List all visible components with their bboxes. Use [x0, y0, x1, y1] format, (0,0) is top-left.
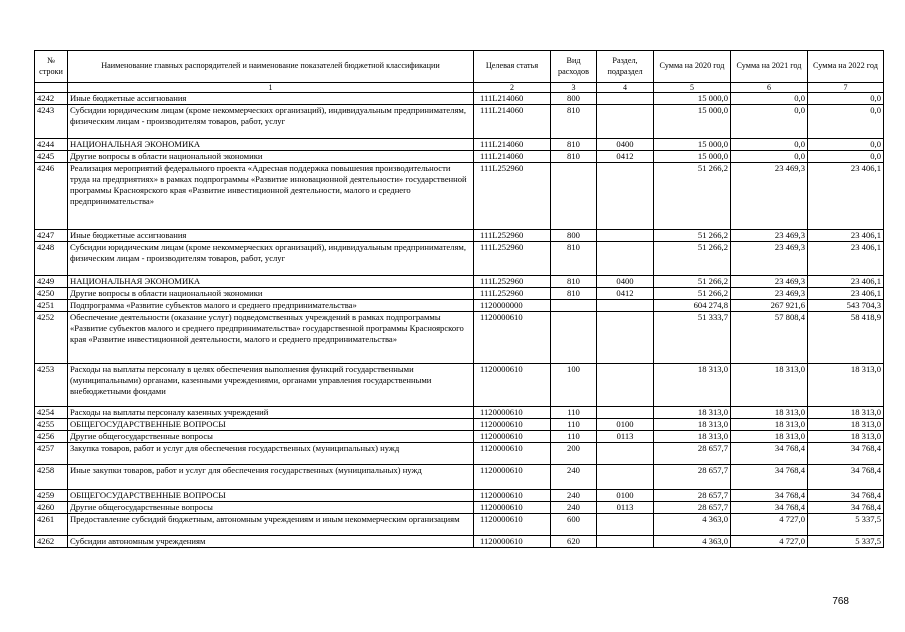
row-sum-2020: 15 000,0	[654, 151, 731, 163]
header-row-number: № строки	[35, 51, 68, 83]
row-sum-2021: 23 469,3	[731, 288, 808, 300]
column-number: 4	[597, 83, 654, 93]
row-expense-type: 240	[551, 465, 597, 490]
row-sum-2020: 28 657,7	[654, 490, 731, 502]
row-expense-type: 240	[551, 502, 597, 514]
table-row	[35, 276, 884, 288]
column-number: 5	[654, 83, 731, 93]
row-target-article: 111L252960	[474, 242, 551, 276]
header-sum-2020: Сумма на 2020 год	[654, 51, 731, 83]
column-number: 6	[731, 83, 808, 93]
row-sum-2021: 23 469,3	[731, 242, 808, 276]
table-row	[35, 151, 884, 163]
row-sum-2021: 23 469,3	[731, 276, 808, 288]
row-name: Иные бюджетные ассигнования	[68, 230, 474, 242]
row-name: Иные бюджетные ассигнования	[68, 93, 474, 105]
row-name: Субсидии юридическим лицам (кроме некоммерческих организаций), индивидуальным предпринимателям, физическим лицам - производителям товаров, работ, услуг	[68, 105, 474, 139]
page-number: 768	[832, 596, 849, 607]
row-sum-2022: 23 406,1	[808, 242, 884, 276]
row-expense-type: 620	[551, 536, 597, 548]
row-expense-type	[551, 300, 597, 312]
row-sum-2022: 34 768,4	[808, 465, 884, 490]
row-sum-2022: 23 406,1	[808, 230, 884, 242]
row-name: Другие общегосударственные вопросы	[68, 502, 474, 514]
row-name: Другие вопросы в области национальной экономики	[68, 288, 474, 300]
row-sum-2021: 0,0	[731, 139, 808, 151]
row-sum-2022: 18 313,0	[808, 407, 884, 419]
row-name: Субсидии автономным учреждениям	[68, 536, 474, 548]
row-sum-2020: 18 313,0	[654, 364, 731, 407]
row-section	[597, 514, 654, 536]
table-row	[35, 288, 884, 300]
row-section: 0113	[597, 431, 654, 443]
row-sum-2020: 18 313,0	[654, 431, 731, 443]
row-section	[597, 230, 654, 242]
row-target-article: 1120000610	[474, 312, 551, 364]
row-expense-type: 200	[551, 443, 597, 465]
row-sum-2021: 267 921,6	[731, 300, 808, 312]
row-name: НАЦИОНАЛЬНАЯ ЭКОНОМИКА	[68, 139, 474, 151]
row-section: 0400	[597, 276, 654, 288]
row-name: Другие общегосударственные вопросы	[68, 431, 474, 443]
row-target-article: 1120000610	[474, 443, 551, 465]
row-number: 4258	[35, 465, 68, 490]
row-sum-2021: 34 768,4	[731, 490, 808, 502]
row-name: Расходы на выплаты персоналу в целях обеспечения выполнения функций государственными (муниципальными) органами, казенными учреждениями, органами управления государственными внебюджетными фондами	[68, 364, 474, 407]
row-name: Предоставление субсидий бюджетным, автономным учреждениям и иным некоммерческим организациям	[68, 514, 474, 536]
row-section	[597, 242, 654, 276]
column-number: 3	[551, 83, 597, 93]
table-row	[35, 139, 884, 151]
row-sum-2022: 0,0	[808, 139, 884, 151]
row-name: Обеспечение деятельности (оказание услуг) подведомственных учреждений в рамках подпрограммы «Развитие субъектов малого и среднего предпринимательства» государственной программы Красноярского края «Развитие инвестиционной деятельности, малого и среднего предпринимательства»	[68, 312, 474, 364]
row-section: 0113	[597, 502, 654, 514]
row-name: Закупка товаров, работ и услуг для обеспечения государственных (муниципальных) нужд	[68, 443, 474, 465]
row-expense-type: 110	[551, 431, 597, 443]
row-number: 4243	[35, 105, 68, 139]
row-sum-2022: 0,0	[808, 105, 884, 139]
row-expense-type	[551, 163, 597, 230]
row-number: 4247	[35, 230, 68, 242]
row-sum-2021: 34 768,4	[731, 502, 808, 514]
table-row	[35, 419, 884, 431]
row-sum-2022: 58 418,9	[808, 312, 884, 364]
row-sum-2020: 28 657,7	[654, 443, 731, 465]
row-sum-2020: 28 657,7	[654, 465, 731, 490]
row-sum-2021: 0,0	[731, 151, 808, 163]
row-sum-2022: 543 704,3	[808, 300, 884, 312]
table-row	[35, 465, 884, 490]
column-number: 7	[808, 83, 884, 93]
row-sum-2021: 0,0	[731, 105, 808, 139]
row-sum-2021: 57 808,4	[731, 312, 808, 364]
row-target-article: 1120000000	[474, 300, 551, 312]
row-section: 0412	[597, 288, 654, 300]
row-sum-2020: 4 363,0	[654, 514, 731, 536]
row-sum-2021: 23 469,3	[731, 230, 808, 242]
column-number: 2	[474, 83, 551, 93]
row-section	[597, 536, 654, 548]
row-sum-2021: 23 469,3	[731, 163, 808, 230]
row-number: 4245	[35, 151, 68, 163]
row-sum-2020: 4 363,0	[654, 536, 731, 548]
row-number: 4252	[35, 312, 68, 364]
row-section: 0400	[597, 139, 654, 151]
row-sum-2022: 18 313,0	[808, 419, 884, 431]
row-target-article: 1120000610	[474, 431, 551, 443]
table-row	[35, 105, 884, 139]
row-target-article: 1120000610	[474, 407, 551, 419]
row-sum-2021: 34 768,4	[731, 465, 808, 490]
row-section	[597, 163, 654, 230]
row-section	[597, 465, 654, 490]
row-sum-2021: 18 313,0	[731, 419, 808, 431]
table-row	[35, 514, 884, 536]
row-name: Реализация мероприятий федерального проекта «Адресная поддержка повышения производительности труда на предприятиях» в рамках подпрограммы «Развитие инновационной деятельности» государственной программы Красноярского края «Развитие инвестиционной деятельности, малого и среднего предпринимательства»	[68, 163, 474, 230]
column-number	[35, 83, 68, 93]
row-sum-2020: 51 266,2	[654, 288, 731, 300]
row-section	[597, 443, 654, 465]
row-sum-2021: 18 313,0	[731, 407, 808, 419]
table-body	[35, 93, 884, 548]
row-sum-2020: 18 313,0	[654, 419, 731, 431]
row-expense-type: 110	[551, 407, 597, 419]
row-number: 4261	[35, 514, 68, 536]
row-sum-2020: 51 333,7	[654, 312, 731, 364]
row-sum-2022: 23 406,1	[808, 163, 884, 230]
row-number: 4250	[35, 288, 68, 300]
row-section	[597, 364, 654, 407]
row-sum-2020: 15 000,0	[654, 139, 731, 151]
row-sum-2022: 34 768,4	[808, 490, 884, 502]
budget-table-container	[34, 50, 884, 548]
row-name: ОБЩЕГОСУДАРСТВЕННЫЕ ВОПРОСЫ	[68, 490, 474, 502]
row-section	[597, 312, 654, 364]
row-sum-2020: 51 266,2	[654, 230, 731, 242]
row-expense-type: 810	[551, 288, 597, 300]
table-row	[35, 431, 884, 443]
row-sum-2020: 51 266,2	[654, 276, 731, 288]
header-target-article: Целевая статья	[474, 51, 551, 83]
row-name: ОБЩЕГОСУДАРСТВЕННЫЕ ВОПРОСЫ	[68, 419, 474, 431]
row-sum-2020: 18 313,0	[654, 407, 731, 419]
table-row	[35, 230, 884, 242]
row-sum-2022: 0,0	[808, 93, 884, 105]
row-section	[597, 93, 654, 105]
row-sum-2020: 51 266,2	[654, 242, 731, 276]
row-sum-2020: 15 000,0	[654, 93, 731, 105]
row-sum-2020: 51 266,2	[654, 163, 731, 230]
header-name: Наименование главных распорядителей и наименование показателей бюджетной классификации	[68, 51, 474, 83]
header-section: Раздел, подраздел	[597, 51, 654, 83]
row-target-article: 111L214060	[474, 139, 551, 151]
row-sum-2021: 34 768,4	[731, 443, 808, 465]
row-expense-type: 810	[551, 139, 597, 151]
row-number: 4242	[35, 93, 68, 105]
row-sum-2022: 23 406,1	[808, 288, 884, 300]
row-section	[597, 105, 654, 139]
row-sum-2020: 15 000,0	[654, 105, 731, 139]
table-row	[35, 364, 884, 407]
row-name: Иные закупки товаров, работ и услуг для обеспечения государственных (муниципальных) нужд	[68, 465, 474, 490]
row-sum-2020: 28 657,7	[654, 502, 731, 514]
row-sum-2021: 18 313,0	[731, 364, 808, 407]
table-row	[35, 407, 884, 419]
row-sum-2022: 5 337,5	[808, 514, 884, 536]
row-sum-2022: 18 313,0	[808, 364, 884, 407]
row-target-article: 1120000610	[474, 419, 551, 431]
row-number: 4248	[35, 242, 68, 276]
row-section	[597, 300, 654, 312]
row-target-article: 111L252960	[474, 288, 551, 300]
row-target-article: 1120000610	[474, 514, 551, 536]
row-target-article: 111L214060	[474, 93, 551, 105]
row-sum-2020: 604 274,8	[654, 300, 731, 312]
row-sum-2022: 18 313,0	[808, 431, 884, 443]
row-section: 0100	[597, 490, 654, 502]
row-target-article: 111L214060	[474, 151, 551, 163]
table-row	[35, 490, 884, 502]
row-number: 4246	[35, 163, 68, 230]
row-number: 4255	[35, 419, 68, 431]
row-expense-type: 600	[551, 514, 597, 536]
table-row	[35, 502, 884, 514]
row-sum-2022: 34 768,4	[808, 502, 884, 514]
table-row	[35, 300, 884, 312]
row-section: 0412	[597, 151, 654, 163]
table-header-row	[35, 51, 884, 83]
row-number: 4259	[35, 490, 68, 502]
row-number: 4253	[35, 364, 68, 407]
row-target-article: 111L214060	[474, 105, 551, 139]
row-target-article: 1120000610	[474, 490, 551, 502]
table-row	[35, 312, 884, 364]
row-target-article: 111L252960	[474, 230, 551, 242]
row-number: 4256	[35, 431, 68, 443]
table-row	[35, 242, 884, 276]
row-expense-type: 110	[551, 419, 597, 431]
column-number: 1	[68, 83, 474, 93]
row-target-article: 1120000610	[474, 364, 551, 407]
row-number: 4244	[35, 139, 68, 151]
row-sum-2021: 4 727,0	[731, 514, 808, 536]
row-expense-type: 810	[551, 276, 597, 288]
row-number: 4249	[35, 276, 68, 288]
row-sum-2022: 23 406,1	[808, 276, 884, 288]
row-name: Подпрограмма «Развитие субъектов малого и среднего предпринимательства»	[68, 300, 474, 312]
row-expense-type: 800	[551, 230, 597, 242]
row-number: 4251	[35, 300, 68, 312]
row-number: 4257	[35, 443, 68, 465]
row-name: Расходы на выплаты персоналу казенных учреждений	[68, 407, 474, 419]
row-expense-type: 810	[551, 151, 597, 163]
header-sum-2022: Сумма на 2022 год	[808, 51, 884, 83]
row-sum-2022: 34 768,4	[808, 443, 884, 465]
table-row	[35, 443, 884, 465]
row-target-article: 1120000610	[474, 502, 551, 514]
row-name: НАЦИОНАЛЬНАЯ ЭКОНОМИКА	[68, 276, 474, 288]
header-expense-type: Вид расходов	[551, 51, 597, 83]
row-expense-type: 100	[551, 364, 597, 407]
row-expense-type: 810	[551, 105, 597, 139]
row-section: 0100	[597, 419, 654, 431]
row-expense-type: 810	[551, 242, 597, 276]
row-name: Субсидии юридическим лицам (кроме некоммерческих организаций), индивидуальным предпринимателям, физическим лицам - производителям товаров, работ, услуг	[68, 242, 474, 276]
column-number-row	[35, 83, 884, 93]
row-sum-2022: 5 337,5	[808, 536, 884, 548]
row-expense-type	[551, 312, 597, 364]
row-name: Другие вопросы в области национальной экономики	[68, 151, 474, 163]
row-expense-type: 240	[551, 490, 597, 502]
row-number: 4260	[35, 502, 68, 514]
header-sum-2021: Сумма на 2021 год	[731, 51, 808, 83]
budget-table	[34, 50, 884, 548]
table-row	[35, 536, 884, 548]
row-target-article: 1120000610	[474, 536, 551, 548]
row-target-article: 111L252960	[474, 276, 551, 288]
row-sum-2021: 4 727,0	[731, 536, 808, 548]
row-sum-2022: 0,0	[808, 151, 884, 163]
row-number: 4254	[35, 407, 68, 419]
row-section	[597, 407, 654, 419]
row-target-article: 111L252960	[474, 163, 551, 230]
row-target-article: 1120000610	[474, 465, 551, 490]
table-row	[35, 93, 884, 105]
table-row	[35, 163, 884, 230]
row-expense-type: 800	[551, 93, 597, 105]
row-number: 4262	[35, 536, 68, 548]
row-sum-2021: 18 313,0	[731, 431, 808, 443]
row-sum-2021: 0,0	[731, 93, 808, 105]
